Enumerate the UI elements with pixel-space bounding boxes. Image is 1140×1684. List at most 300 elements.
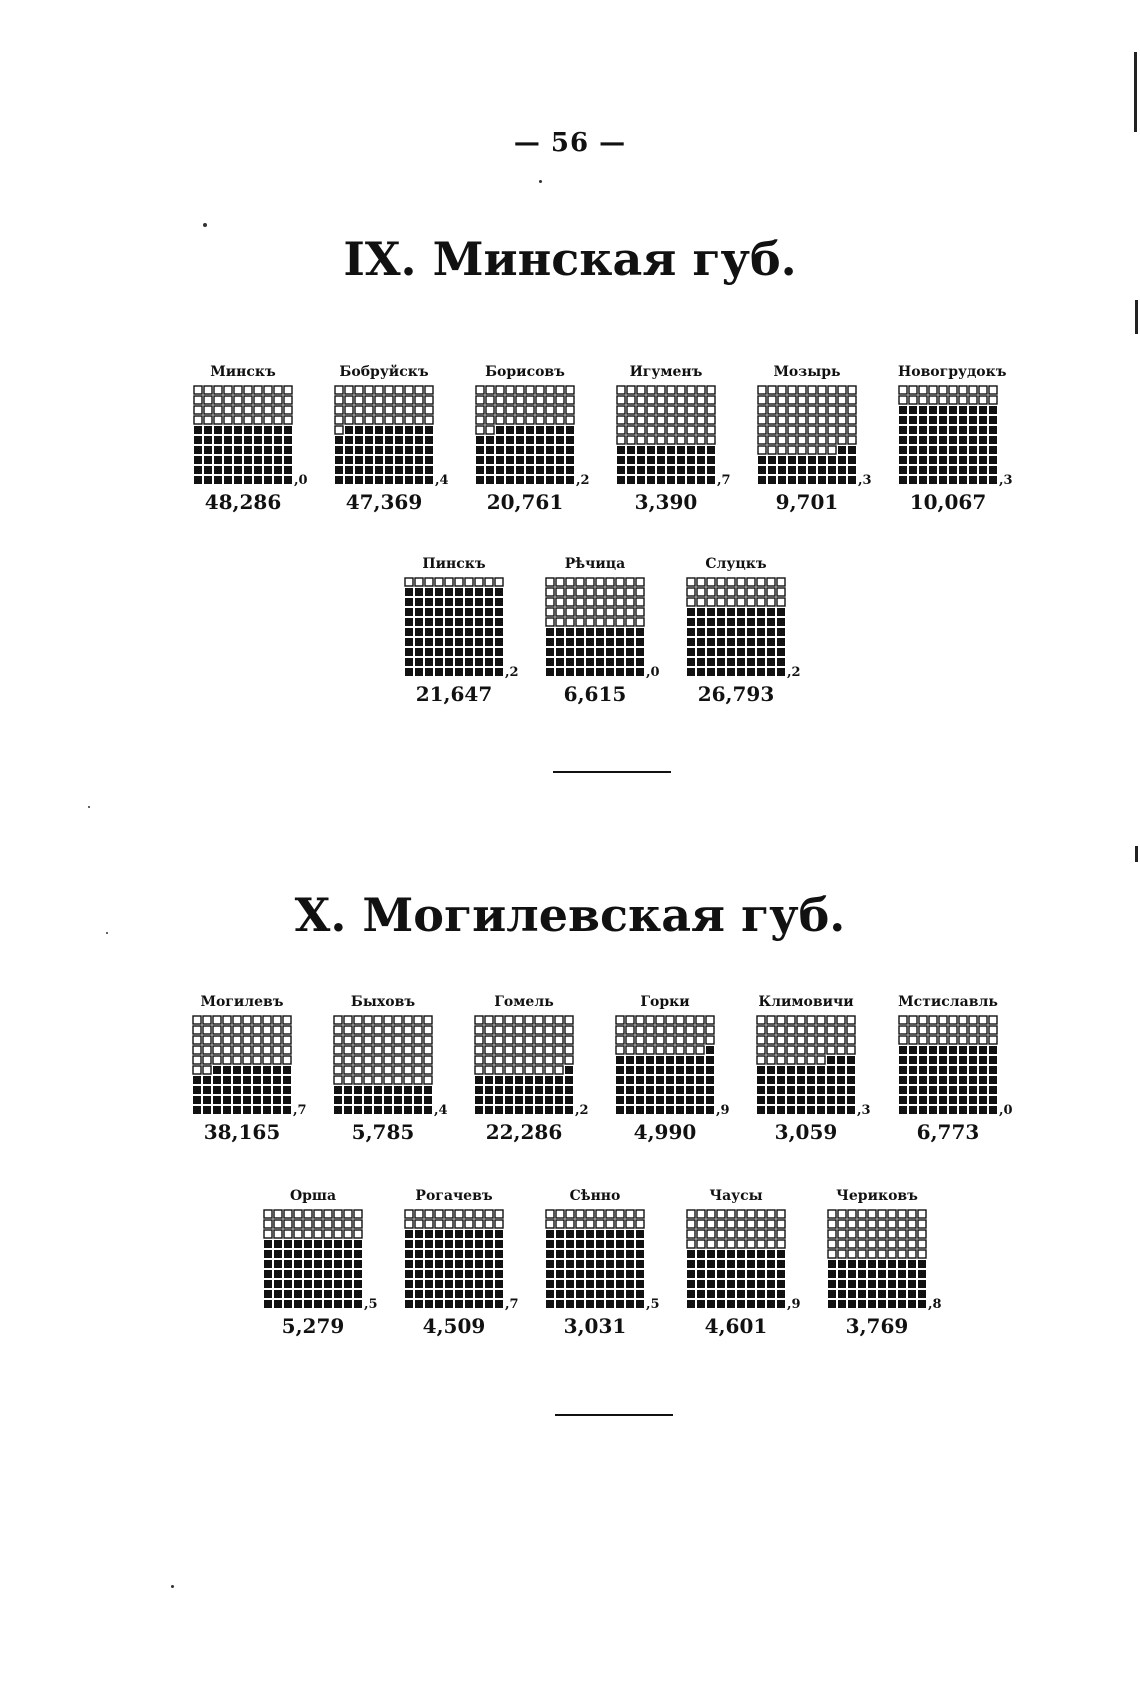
empty-cell xyxy=(767,588,775,596)
empty-cell xyxy=(566,406,574,414)
empty-cell xyxy=(364,1066,372,1074)
filled-cell xyxy=(929,1096,937,1104)
filled-cell xyxy=(566,1280,574,1288)
filled-cell xyxy=(949,436,957,444)
empty-cell xyxy=(414,1046,422,1054)
filled-cell xyxy=(414,1096,422,1104)
filled-cell xyxy=(455,1250,463,1258)
filled-cell xyxy=(837,1066,845,1074)
filled-cell xyxy=(767,628,775,636)
grid-svg xyxy=(404,577,504,677)
filled-cell xyxy=(526,426,534,434)
empty-cell xyxy=(253,1046,261,1054)
filled-cell xyxy=(636,1066,644,1074)
empty-cell xyxy=(959,396,967,404)
filled-cell xyxy=(284,436,292,444)
filled-cell xyxy=(969,466,977,474)
filled-cell xyxy=(929,446,937,454)
empty-cell xyxy=(868,1250,876,1258)
filled-cell xyxy=(909,1086,917,1094)
empty-cell xyxy=(496,406,504,414)
filled-cell xyxy=(707,456,715,464)
filled-cell xyxy=(757,658,765,666)
filled-cell xyxy=(949,1086,957,1094)
empty-cell xyxy=(646,1026,654,1034)
filled-cell xyxy=(797,1076,805,1084)
filled-cell xyxy=(636,648,644,656)
empty-cell xyxy=(727,588,735,596)
empty-cell xyxy=(263,1046,271,1054)
filled-cell xyxy=(475,1280,483,1288)
filled-cell xyxy=(657,466,665,474)
filled-cell xyxy=(495,648,503,656)
empty-cell xyxy=(626,588,634,596)
empty-cell xyxy=(707,1210,715,1218)
empty-cell xyxy=(959,386,967,394)
filled-cell xyxy=(636,1240,644,1248)
filled-cell xyxy=(475,618,483,626)
filled-cell xyxy=(516,436,524,444)
filled-cell xyxy=(566,1260,574,1268)
filled-cell xyxy=(334,1260,342,1268)
empty-cell xyxy=(899,386,907,394)
empty-cell xyxy=(686,1026,694,1034)
empty-cell xyxy=(415,396,423,404)
empty-cell xyxy=(515,1016,523,1024)
empty-cell xyxy=(536,406,544,414)
empty-cell xyxy=(626,1036,634,1044)
filled-cell xyxy=(788,466,796,474)
empty-cell xyxy=(263,1056,271,1064)
filled-cell xyxy=(757,1106,765,1114)
filled-cell xyxy=(969,456,977,464)
filled-cell xyxy=(586,1230,594,1238)
filled-cell xyxy=(455,588,463,596)
filled-cell xyxy=(868,1280,876,1288)
filled-cell xyxy=(314,1250,322,1258)
count-value: 48,286 xyxy=(204,490,282,514)
filled-cell xyxy=(646,1096,654,1104)
filled-cell xyxy=(445,588,453,596)
filled-cell xyxy=(697,1280,705,1288)
empty-cell xyxy=(919,1026,927,1034)
filled-cell xyxy=(899,436,907,444)
empty-cell xyxy=(767,1056,775,1064)
empty-cell xyxy=(495,1026,503,1034)
filled-cell xyxy=(838,1270,846,1278)
filled-cell xyxy=(304,1290,312,1298)
filled-cell xyxy=(697,648,705,656)
filled-cell xyxy=(717,1270,725,1278)
empty-cell xyxy=(556,618,564,626)
empty-cell xyxy=(596,1210,604,1218)
empty-cell xyxy=(787,1036,795,1044)
empty-cell xyxy=(626,608,634,616)
filled-cell xyxy=(989,1066,997,1074)
empty-cell xyxy=(908,1210,916,1218)
empty-cell xyxy=(586,1210,594,1218)
empty-cell xyxy=(808,436,816,444)
filled-cell xyxy=(616,1066,624,1074)
empty-cell xyxy=(687,1230,695,1238)
filled-cell xyxy=(475,638,483,646)
filled-cell xyxy=(827,1086,835,1094)
empty-cell xyxy=(768,386,776,394)
empty-cell xyxy=(989,386,997,394)
empty-cell xyxy=(284,386,292,394)
filled-cell xyxy=(234,456,242,464)
filled-cell xyxy=(979,1076,987,1084)
filled-cell xyxy=(919,456,927,464)
filled-cell xyxy=(909,1066,917,1074)
empty-cell xyxy=(203,1046,211,1054)
filled-cell xyxy=(838,446,846,454)
filled-cell xyxy=(807,1076,815,1084)
empty-cell xyxy=(535,1066,543,1074)
empty-cell xyxy=(768,406,776,414)
empty-cell xyxy=(818,416,826,424)
filled-cell xyxy=(496,436,504,444)
empty-cell xyxy=(757,1056,765,1064)
filled-cell xyxy=(365,436,373,444)
empty-cell xyxy=(817,1026,825,1034)
filled-cell xyxy=(828,1260,836,1268)
filled-cell xyxy=(666,1086,674,1094)
filled-cell xyxy=(536,466,544,474)
empty-cell xyxy=(424,1016,432,1024)
filled-cell xyxy=(687,1250,695,1258)
filled-cell xyxy=(908,1290,916,1298)
empty-cell xyxy=(586,588,594,596)
filled-cell xyxy=(364,1086,372,1094)
decimal-label: ,8 xyxy=(928,1297,942,1312)
filled-cell xyxy=(566,668,574,676)
district-name: Рѣчица xyxy=(564,556,626,572)
filled-cell xyxy=(546,638,554,646)
empty-cell xyxy=(424,1066,432,1074)
filled-cell xyxy=(737,638,745,646)
filled-cell xyxy=(888,1270,896,1278)
empty-cell xyxy=(565,1056,573,1064)
filled-cell xyxy=(586,1290,594,1298)
empty-cell xyxy=(555,1016,563,1024)
filled-cell xyxy=(425,1270,433,1278)
empty-cell xyxy=(475,1046,483,1054)
empty-cell xyxy=(506,396,514,404)
empty-cell xyxy=(556,396,564,404)
filled-cell xyxy=(274,436,282,444)
filled-cell xyxy=(565,1106,573,1114)
filled-cell xyxy=(404,1096,412,1104)
filled-cell xyxy=(847,1056,855,1064)
empty-cell xyxy=(274,406,282,414)
filled-cell xyxy=(636,1270,644,1278)
empty-cell xyxy=(838,1210,846,1218)
filled-cell xyxy=(465,618,473,626)
empty-cell xyxy=(828,1220,836,1228)
empty-cell xyxy=(677,386,685,394)
empty-cell xyxy=(677,396,685,404)
filled-cell xyxy=(777,1096,785,1104)
filled-cell xyxy=(355,436,363,444)
empty-cell xyxy=(616,618,624,626)
empty-cell xyxy=(637,406,645,414)
empty-cell xyxy=(676,1036,684,1044)
filled-cell xyxy=(415,1280,423,1288)
filled-cell xyxy=(415,608,423,616)
empty-cell xyxy=(565,1026,573,1034)
filled-cell xyxy=(516,456,524,464)
filled-cell xyxy=(425,476,433,484)
filled-cell xyxy=(767,1270,775,1278)
empty-cell xyxy=(687,598,695,606)
filled-cell xyxy=(858,1270,866,1278)
empty-cell xyxy=(626,1210,634,1218)
filled-cell xyxy=(455,1270,463,1278)
filled-cell xyxy=(414,1106,422,1114)
filled-cell xyxy=(405,1270,413,1278)
empty-cell xyxy=(778,396,786,404)
empty-cell xyxy=(334,1220,342,1228)
scan-speck xyxy=(106,932,108,934)
decimal-label: ,5 xyxy=(646,1297,660,1312)
empty-cell xyxy=(344,1230,352,1238)
filled-cell xyxy=(687,456,695,464)
empty-cell xyxy=(233,1036,241,1044)
decimal-label: ,2 xyxy=(505,665,519,680)
filled-cell xyxy=(264,1260,272,1268)
filled-cell xyxy=(334,1240,342,1248)
empty-cell xyxy=(617,416,625,424)
filled-cell xyxy=(555,1086,563,1094)
filled-cell xyxy=(828,1280,836,1288)
filled-cell xyxy=(727,1260,735,1268)
filled-cell xyxy=(244,476,252,484)
empty-cell xyxy=(203,1066,211,1074)
empty-cell xyxy=(979,1016,987,1024)
empty-cell xyxy=(818,396,826,404)
filled-cell xyxy=(626,628,634,636)
filled-cell xyxy=(979,1086,987,1094)
empty-cell xyxy=(253,1026,261,1034)
filled-cell xyxy=(425,456,433,464)
filled-cell xyxy=(435,1290,443,1298)
filled-cell xyxy=(253,1076,261,1084)
empty-cell xyxy=(545,1016,553,1024)
filled-cell xyxy=(576,1280,584,1288)
empty-cell xyxy=(606,588,614,596)
empty-cell xyxy=(798,446,806,454)
empty-cell xyxy=(848,436,856,444)
empty-cell xyxy=(909,1016,917,1024)
filled-cell xyxy=(939,1056,947,1064)
filled-cell xyxy=(424,1096,432,1104)
filled-cell xyxy=(254,456,262,464)
empty-cell xyxy=(194,396,202,404)
empty-cell xyxy=(354,1230,362,1238)
empty-cell xyxy=(807,1036,815,1044)
filled-cell xyxy=(525,1076,533,1084)
empty-cell xyxy=(476,426,484,434)
filled-cell xyxy=(909,406,917,414)
filled-cell xyxy=(717,1290,725,1298)
empty-cell xyxy=(414,1036,422,1044)
filled-cell xyxy=(687,1300,695,1308)
filled-cell xyxy=(929,1086,937,1094)
filled-cell xyxy=(405,1240,413,1248)
empty-cell xyxy=(515,1026,523,1034)
empty-cell xyxy=(576,618,584,626)
filled-cell xyxy=(767,1106,775,1114)
empty-cell xyxy=(697,426,705,434)
empty-cell xyxy=(334,1230,342,1238)
filled-cell xyxy=(405,446,413,454)
empty-cell xyxy=(445,578,453,586)
filled-cell xyxy=(415,1290,423,1298)
filled-cell xyxy=(405,608,413,616)
empty-cell xyxy=(476,416,484,424)
filled-cell xyxy=(617,456,625,464)
empty-cell xyxy=(475,578,483,586)
district-name: Сѣнно xyxy=(569,1188,621,1204)
filled-cell xyxy=(707,1300,715,1308)
empty-cell xyxy=(878,1220,886,1228)
empty-cell xyxy=(627,386,635,394)
filled-cell xyxy=(254,466,262,474)
grid-svg xyxy=(404,1209,504,1309)
filled-cell xyxy=(495,1290,503,1298)
empty-cell xyxy=(526,416,534,424)
empty-cell xyxy=(566,608,574,616)
filled-cell xyxy=(213,1066,221,1074)
empty-cell xyxy=(636,598,644,606)
filled-cell xyxy=(817,1096,825,1104)
empty-cell xyxy=(667,416,675,424)
filled-cell xyxy=(445,598,453,606)
empty-cell xyxy=(535,1036,543,1044)
empty-cell xyxy=(788,406,796,414)
filled-cell xyxy=(949,466,957,474)
filled-cell xyxy=(495,1096,503,1104)
filled-cell xyxy=(959,1076,967,1084)
empty-cell xyxy=(193,1016,201,1024)
empty-cell xyxy=(415,1220,423,1228)
empty-cell xyxy=(616,578,624,586)
empty-cell xyxy=(394,1066,402,1074)
empty-cell xyxy=(727,598,735,606)
filled-cell xyxy=(666,1056,674,1064)
empty-cell xyxy=(274,386,282,394)
empty-cell xyxy=(284,1230,292,1238)
empty-cell xyxy=(253,1036,261,1044)
filled-cell xyxy=(758,466,766,474)
filled-cell xyxy=(606,1300,614,1308)
filled-cell xyxy=(243,1066,251,1074)
filled-cell xyxy=(455,1260,463,1268)
empty-cell xyxy=(435,1220,443,1228)
filled-cell xyxy=(697,446,705,454)
filled-cell xyxy=(777,628,785,636)
empty-cell xyxy=(747,578,755,586)
empty-cell xyxy=(354,1076,362,1084)
district-chart xyxy=(404,556,554,708)
grid-svg xyxy=(686,1209,786,1309)
empty-cell xyxy=(596,1220,604,1228)
filled-cell xyxy=(566,466,574,474)
filled-cell xyxy=(455,598,463,606)
empty-cell xyxy=(707,436,715,444)
filled-cell xyxy=(768,476,776,484)
empty-cell xyxy=(566,598,574,606)
filled-cell xyxy=(355,456,363,464)
empty-cell xyxy=(284,1220,292,1228)
filled-cell xyxy=(979,456,987,464)
section-title-minsk: IX. Минская губ. xyxy=(343,232,797,286)
filled-cell xyxy=(837,1106,845,1114)
filled-cell xyxy=(626,1240,634,1248)
empty-cell xyxy=(344,1036,352,1044)
filled-cell xyxy=(194,466,202,474)
filled-cell xyxy=(375,436,383,444)
filled-cell xyxy=(233,1076,241,1084)
filled-cell xyxy=(656,1056,664,1064)
grid-svg xyxy=(756,1015,856,1115)
filled-cell xyxy=(758,476,766,484)
filled-cell xyxy=(636,638,644,646)
empty-cell xyxy=(778,386,786,394)
filled-cell xyxy=(475,608,483,616)
empty-cell xyxy=(637,426,645,434)
empty-cell xyxy=(637,386,645,394)
filled-cell xyxy=(929,416,937,424)
empty-cell xyxy=(657,416,665,424)
filled-cell xyxy=(425,648,433,656)
empty-cell xyxy=(505,1016,513,1024)
filled-cell xyxy=(899,416,907,424)
filled-cell xyxy=(707,1280,715,1288)
count-value: 47,369 xyxy=(345,490,423,514)
filled-cell xyxy=(697,1270,705,1278)
filled-cell xyxy=(939,476,947,484)
filled-cell xyxy=(526,436,534,444)
empty-cell xyxy=(697,396,705,404)
filled-cell xyxy=(455,1290,463,1298)
empty-cell xyxy=(334,1066,342,1074)
empty-cell xyxy=(758,436,766,444)
filled-cell xyxy=(687,668,695,676)
empty-cell xyxy=(767,1230,775,1238)
empty-cell xyxy=(425,386,433,394)
filled-cell xyxy=(717,1280,725,1288)
filled-cell xyxy=(767,608,775,616)
empty-cell xyxy=(929,386,937,394)
filled-cell xyxy=(939,1106,947,1114)
filled-cell xyxy=(546,648,554,656)
binding-mark xyxy=(1135,846,1138,862)
empty-cell xyxy=(495,1220,503,1228)
grid-svg xyxy=(192,1015,292,1115)
filled-cell xyxy=(737,1250,745,1258)
empty-cell xyxy=(556,1210,564,1218)
filled-cell xyxy=(636,1056,644,1064)
empty-cell xyxy=(848,1220,856,1228)
empty-cell xyxy=(365,416,373,424)
filled-cell xyxy=(697,1250,705,1258)
filled-cell xyxy=(274,456,282,464)
filled-cell xyxy=(617,476,625,484)
filled-cell xyxy=(204,476,212,484)
filled-cell xyxy=(475,648,483,656)
